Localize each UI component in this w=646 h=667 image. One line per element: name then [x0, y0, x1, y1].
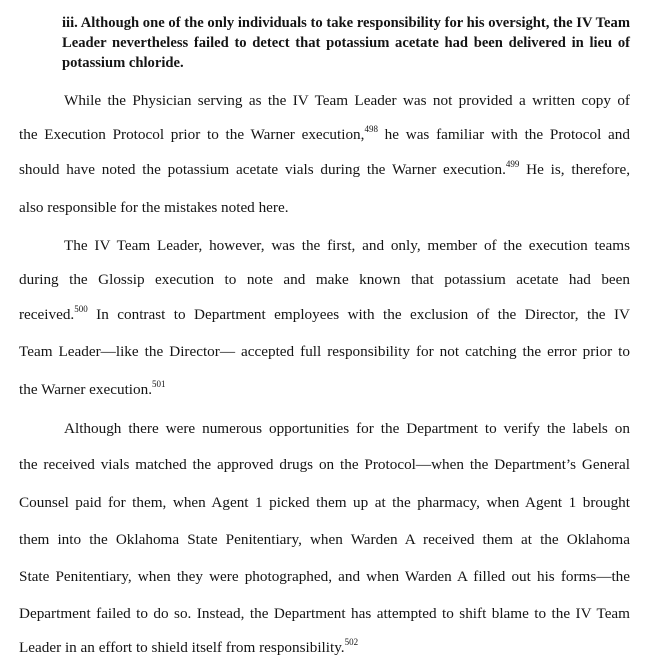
paragraph-3-line-6 — [19, 605, 630, 623]
line-text: during the Glossip execution to note and make known that potassium acetate had been — [19, 271, 630, 288]
line-text: the Execution Protocol prior to the Warner execution, — [19, 126, 365, 143]
line-text: should have noted the potassium acetate vials during the Warner execution. — [19, 161, 506, 178]
paragraph-3-line-1 — [64, 420, 630, 438]
paragraph-3-line-3 — [19, 494, 630, 512]
line-text: the received vials matched the approved drugs on the Protocol—when the Department’s General — [19, 456, 630, 473]
footnote-ref-501: 501 — [152, 378, 166, 389]
paragraph-2-line-3 — [19, 303, 630, 324]
line-text-continued: he was familiar with the Protocol and — [377, 126, 630, 143]
line-text: received. — [19, 306, 75, 323]
paragraph-3-line-5 — [19, 568, 630, 586]
line-text: Although there were numerous opportunities for the Department to verify the labels on — [64, 420, 630, 437]
section-heading: iii. Although one of the only individuals to take responsibility for his oversight, the IV Team Leader nevertheless failed to detect that potassium acetate had been delivered in lieu of potassium chloride. — [62, 15, 630, 71]
paragraph-1-line-3 — [19, 158, 630, 179]
footnote-ref-500: 500 — [74, 303, 88, 314]
line-text: Team Leader—like the Director— accepted full responsibility for not catching the error prior to — [19, 343, 630, 360]
footnote-ref-499: 499 — [505, 158, 520, 169]
line-text: them into the Oklahoma State Penitentiary, when Warden A received them at the Oklahoma — [19, 531, 630, 548]
paragraph-2-line-4 — [19, 343, 630, 361]
line-text: the Warner execution. — [19, 381, 153, 398]
line-text: Leader in an effort to shield itself from responsibility. — [19, 639, 345, 656]
paragraph-2-line-1 — [64, 237, 630, 255]
paragraph-3-line-2 — [19, 456, 630, 474]
line-text: Counsel paid for them, when Agent 1 picked them up at the pharmacy, when Agent 1 brought — [19, 494, 630, 511]
line-text-continued: In contrast to Department employees with the exclusion of the Director, the IV — [87, 306, 630, 323]
paragraph-1-line-1 — [64, 92, 630, 110]
paragraph-1-line-4 — [19, 199, 630, 217]
line-text: State Penitentiary, when they were photographed, and when Warden A filled out his forms—the — [19, 568, 630, 585]
footnote-ref-502: 502 — [344, 636, 359, 647]
paragraph-2-line-5 — [19, 378, 630, 399]
paragraph-3-line-4 — [19, 531, 630, 549]
paragraph-2-line-2 — [19, 271, 630, 289]
line-text-continued: He is, therefore, — [519, 161, 630, 178]
paragraph-3-line-7 — [19, 636, 630, 657]
line-text: The IV Team Leader, however, was the first, and only, member of the execution teams — [64, 237, 630, 254]
footnote-ref-498: 498 — [364, 123, 378, 134]
line-text: also responsible for the mistakes noted here. — [19, 199, 289, 216]
line-text: While the Physician serving as the IV Team Leader was not provided a written copy of — [64, 92, 630, 109]
line-text: Department failed to do so. Instead, the Department has attempted to shift blame to the IV Team — [19, 605, 630, 622]
paragraph-1-line-2 — [19, 123, 630, 144]
